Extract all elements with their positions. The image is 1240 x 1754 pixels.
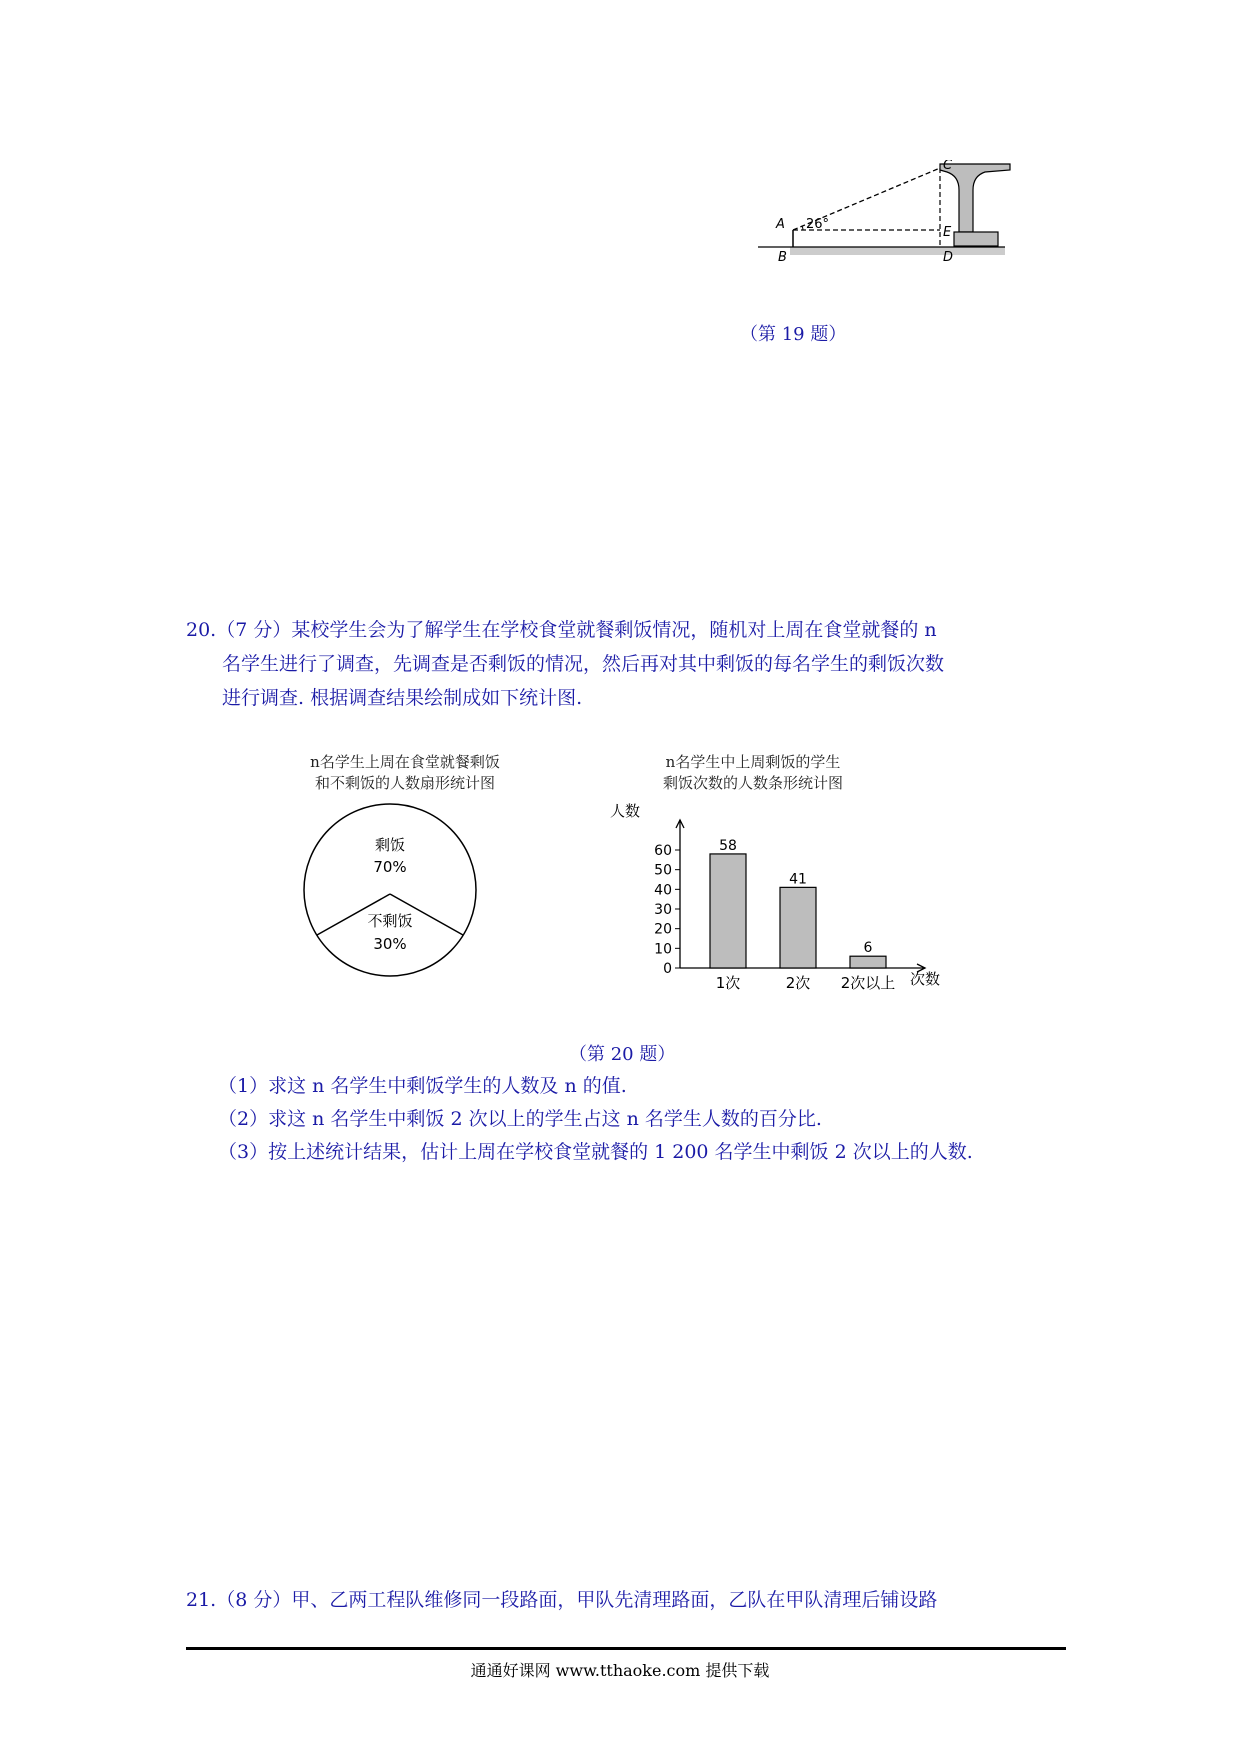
angle-arc bbox=[802, 226, 803, 230]
q20-sub1: （1）求这 n 名学生中剩饭学生的人数及 n 的值. bbox=[218, 1075, 627, 1097]
q20-line2: 名学生进行了调查，先调查是否剩饭的情况，然后再对其中剩饭的每名学生的剩饭次数 bbox=[222, 653, 945, 675]
bar-ylabel: 人数 bbox=[610, 802, 641, 820]
footer-text: 通通好课网 www.tthaoke.com 提供下载 bbox=[470, 1661, 770, 1680]
label-a: A bbox=[776, 217, 785, 232]
pie-slice-label-leftover: 剩饭 bbox=[374, 836, 406, 854]
pie-title bbox=[270, 752, 540, 794]
bar-y-tick-label: 50 bbox=[654, 862, 672, 879]
bar-xlabel: 次数 bbox=[910, 970, 941, 988]
ground-band bbox=[790, 247, 1005, 255]
label-angle: 26° bbox=[806, 217, 830, 232]
label-d: D bbox=[943, 250, 954, 265]
pie-slice-label-no-leftover: 不剩饭 bbox=[367, 912, 413, 930]
q19-caption: （第 19 题） bbox=[740, 324, 847, 345]
label-e: E bbox=[943, 225, 952, 240]
bar-value-label: 41 bbox=[789, 871, 807, 888]
bar bbox=[850, 956, 886, 968]
bar-title-line2: 剩饭次数的人数条形统计图 bbox=[662, 774, 843, 792]
bar-y-tick-label: 20 bbox=[654, 921, 672, 938]
label-b: B bbox=[778, 250, 787, 265]
pie-chart bbox=[300, 800, 480, 980]
bar-y-tick-label: 0 bbox=[663, 961, 672, 977]
bar bbox=[780, 887, 816, 968]
q20-line3: 进行调查. 根据调查结果绘制成如下统计图. bbox=[222, 687, 583, 709]
bar-category-label: 2次以上 bbox=[840, 974, 896, 992]
q19-figure bbox=[740, 160, 1040, 300]
bar-y-tick-label: 60 bbox=[654, 843, 672, 859]
pie-title-line1: n名学生上周在食堂就餐剩饭 bbox=[310, 753, 500, 771]
bar-title bbox=[618, 752, 888, 794]
pie-title-line2: 和不剩饭的人数扇形统计图 bbox=[314, 774, 495, 792]
q21-line1: 21.（8 分）甲、乙两工程队维修同一段路面，甲队先清理路面，乙队在甲队清理后铺设路 bbox=[186, 1589, 938, 1611]
footer-rule bbox=[186, 1647, 1066, 1650]
bar-category-label: 1次 bbox=[715, 974, 741, 992]
label-c: C bbox=[943, 160, 953, 173]
pier-base bbox=[954, 232, 998, 246]
pie-slice-percent-no-leftover: 30% bbox=[373, 935, 407, 953]
q20-caption: （第 20 题） bbox=[569, 1044, 676, 1065]
bridge-pier bbox=[940, 164, 1010, 232]
bar-value-label: 6 bbox=[863, 940, 873, 957]
bar-y-tick-label: 30 bbox=[654, 902, 672, 918]
bar-value-label: 58 bbox=[719, 837, 737, 854]
q20-sub2: （2）求这 n 名学生中剩饭 2 次以上的学生占这 n 名学生人数的百分比. bbox=[218, 1108, 822, 1130]
bar-chart bbox=[600, 800, 950, 1000]
bar-title-line1: n名学生中上周剩饭的学生 bbox=[665, 753, 841, 771]
bar-y-tick-label: 40 bbox=[654, 882, 672, 899]
pie-slice-percent-leftover: 70% bbox=[373, 858, 407, 876]
bar-y-tick-label: 10 bbox=[654, 941, 672, 958]
q20-sub3: （3）按上述统计结果，估计上周在学校食堂就餐的 1 200 名学生中剩饭 2 次以上的人数. bbox=[218, 1141, 973, 1163]
bar bbox=[710, 854, 746, 968]
bar-category-label: 2次 bbox=[785, 974, 811, 992]
q20-line1: 20.（7 分）某校学生会为了解学生在学校食堂就餐剩饭情况，随机对上周在食堂就餐的 n bbox=[186, 619, 937, 641]
